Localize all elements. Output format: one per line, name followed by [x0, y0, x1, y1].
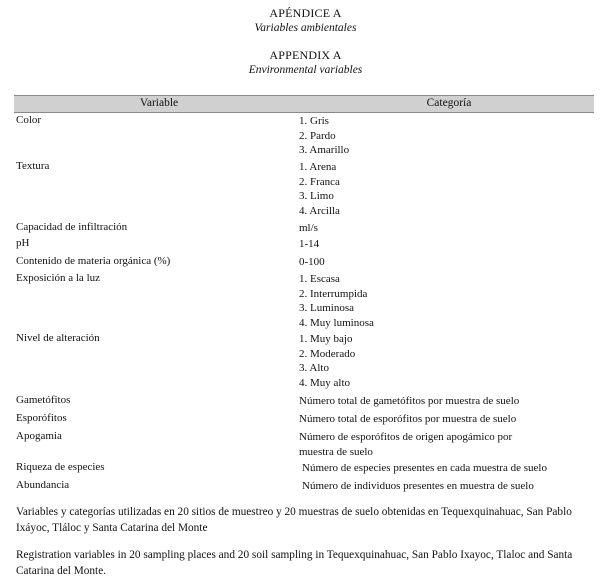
appendix-title-en: APPENDIX A — [269, 48, 342, 62]
variable-cell: Color — [16, 114, 42, 126]
category-item: Número total de gametófitos por muestra de suelo — [299, 395, 520, 407]
appendix-subtitle-es: Variables ambientales — [254, 22, 357, 34]
category-item: Número de individuos presentes en muestra de suelo — [302, 480, 534, 492]
variable-cell: Contenido de materia orgánica (%) — [16, 255, 171, 267]
variable-cell: Gametófitos — [16, 394, 71, 406]
category-item: 2. Pardo — [299, 129, 336, 142]
column-header-variable: Variable — [139, 97, 179, 109]
category-item: 0-100 — [299, 256, 325, 268]
category-cell — [299, 394, 599, 409]
category-item: Número de especies presentes en cada muestra de suelo — [302, 462, 547, 474]
category-item: 1. Arena — [299, 161, 337, 173]
category-item: 1. Escasa — [299, 273, 340, 285]
variable-cell: Esporófitos — [16, 412, 67, 424]
variable-cell: Textura — [16, 160, 50, 172]
variable-cell: Riqueza de especies — [16, 461, 105, 473]
category-cell — [299, 221, 599, 236]
variable-cell: Abundancia — [16, 479, 70, 491]
column-header-category: Categoría — [426, 97, 472, 109]
category-item: 3. Limo — [299, 190, 334, 202]
category-item: 2. Moderado — [299, 347, 356, 360]
category-cell — [299, 430, 599, 459]
note-en: Registration variables in 20 sampling places and 20 soil sampling in Tequexquinahuac, San Pablo Ixayoc, Tlaloc and Santa Catarina del Monte. — [16, 549, 573, 577]
category-item: 3. Alto — [299, 362, 329, 374]
category-item: 1. Muy bajo — [299, 333, 353, 345]
category-item: 1. Gris — [299, 115, 329, 127]
category-cell — [299, 332, 599, 390]
category-cell — [299, 412, 599, 427]
category-cell — [299, 255, 599, 270]
category-cell — [302, 461, 602, 476]
category-item: 1-14 — [299, 238, 320, 250]
category-cell — [302, 479, 602, 494]
variable-cell: Capacidad de infiltración — [16, 221, 128, 233]
appendix-title-es: APÉNDICE A — [269, 6, 342, 20]
category-item: ml/s — [299, 222, 318, 234]
category-item: 4. Muy alto — [299, 376, 351, 389]
note-es: Variables y categorías utilizadas en 20 sitios de muestreo y 20 muestras de suelo obtenidas en Tequexquinahuac, San Pablo Ixáyoc, Tláloc y Santa Catarina del Monte — [16, 506, 572, 534]
category-item: 4. Arcilla — [299, 204, 340, 217]
variable-cell: Exposición a la luz — [16, 272, 101, 284]
category-item: 3. Luminosa — [299, 302, 354, 314]
category-item: muestra de suelo — [299, 445, 373, 458]
category-item: 2. Franca — [299, 175, 340, 188]
category-item: 2. Interrumpida — [299, 287, 368, 300]
variable-cell: Apogamia — [16, 430, 62, 442]
category-item: 4. Muy luminosa — [299, 316, 374, 329]
variable-cell: pH — [16, 237, 30, 249]
table-header — [14, 95, 594, 113]
category-cell — [299, 114, 599, 158]
category-cell — [299, 160, 599, 218]
category-item: Número de esporófitos de origen apogámico por — [299, 431, 513, 443]
variable-cell: Nivel de alteración — [16, 332, 100, 344]
category-cell — [299, 272, 599, 330]
appendix-subtitle-en: Environmental variables — [248, 64, 363, 76]
category-item: 3. Amarillo — [299, 144, 350, 156]
category-item: Número total de esporófitos por muestra de suelo — [299, 413, 517, 425]
category-cell — [299, 237, 599, 252]
